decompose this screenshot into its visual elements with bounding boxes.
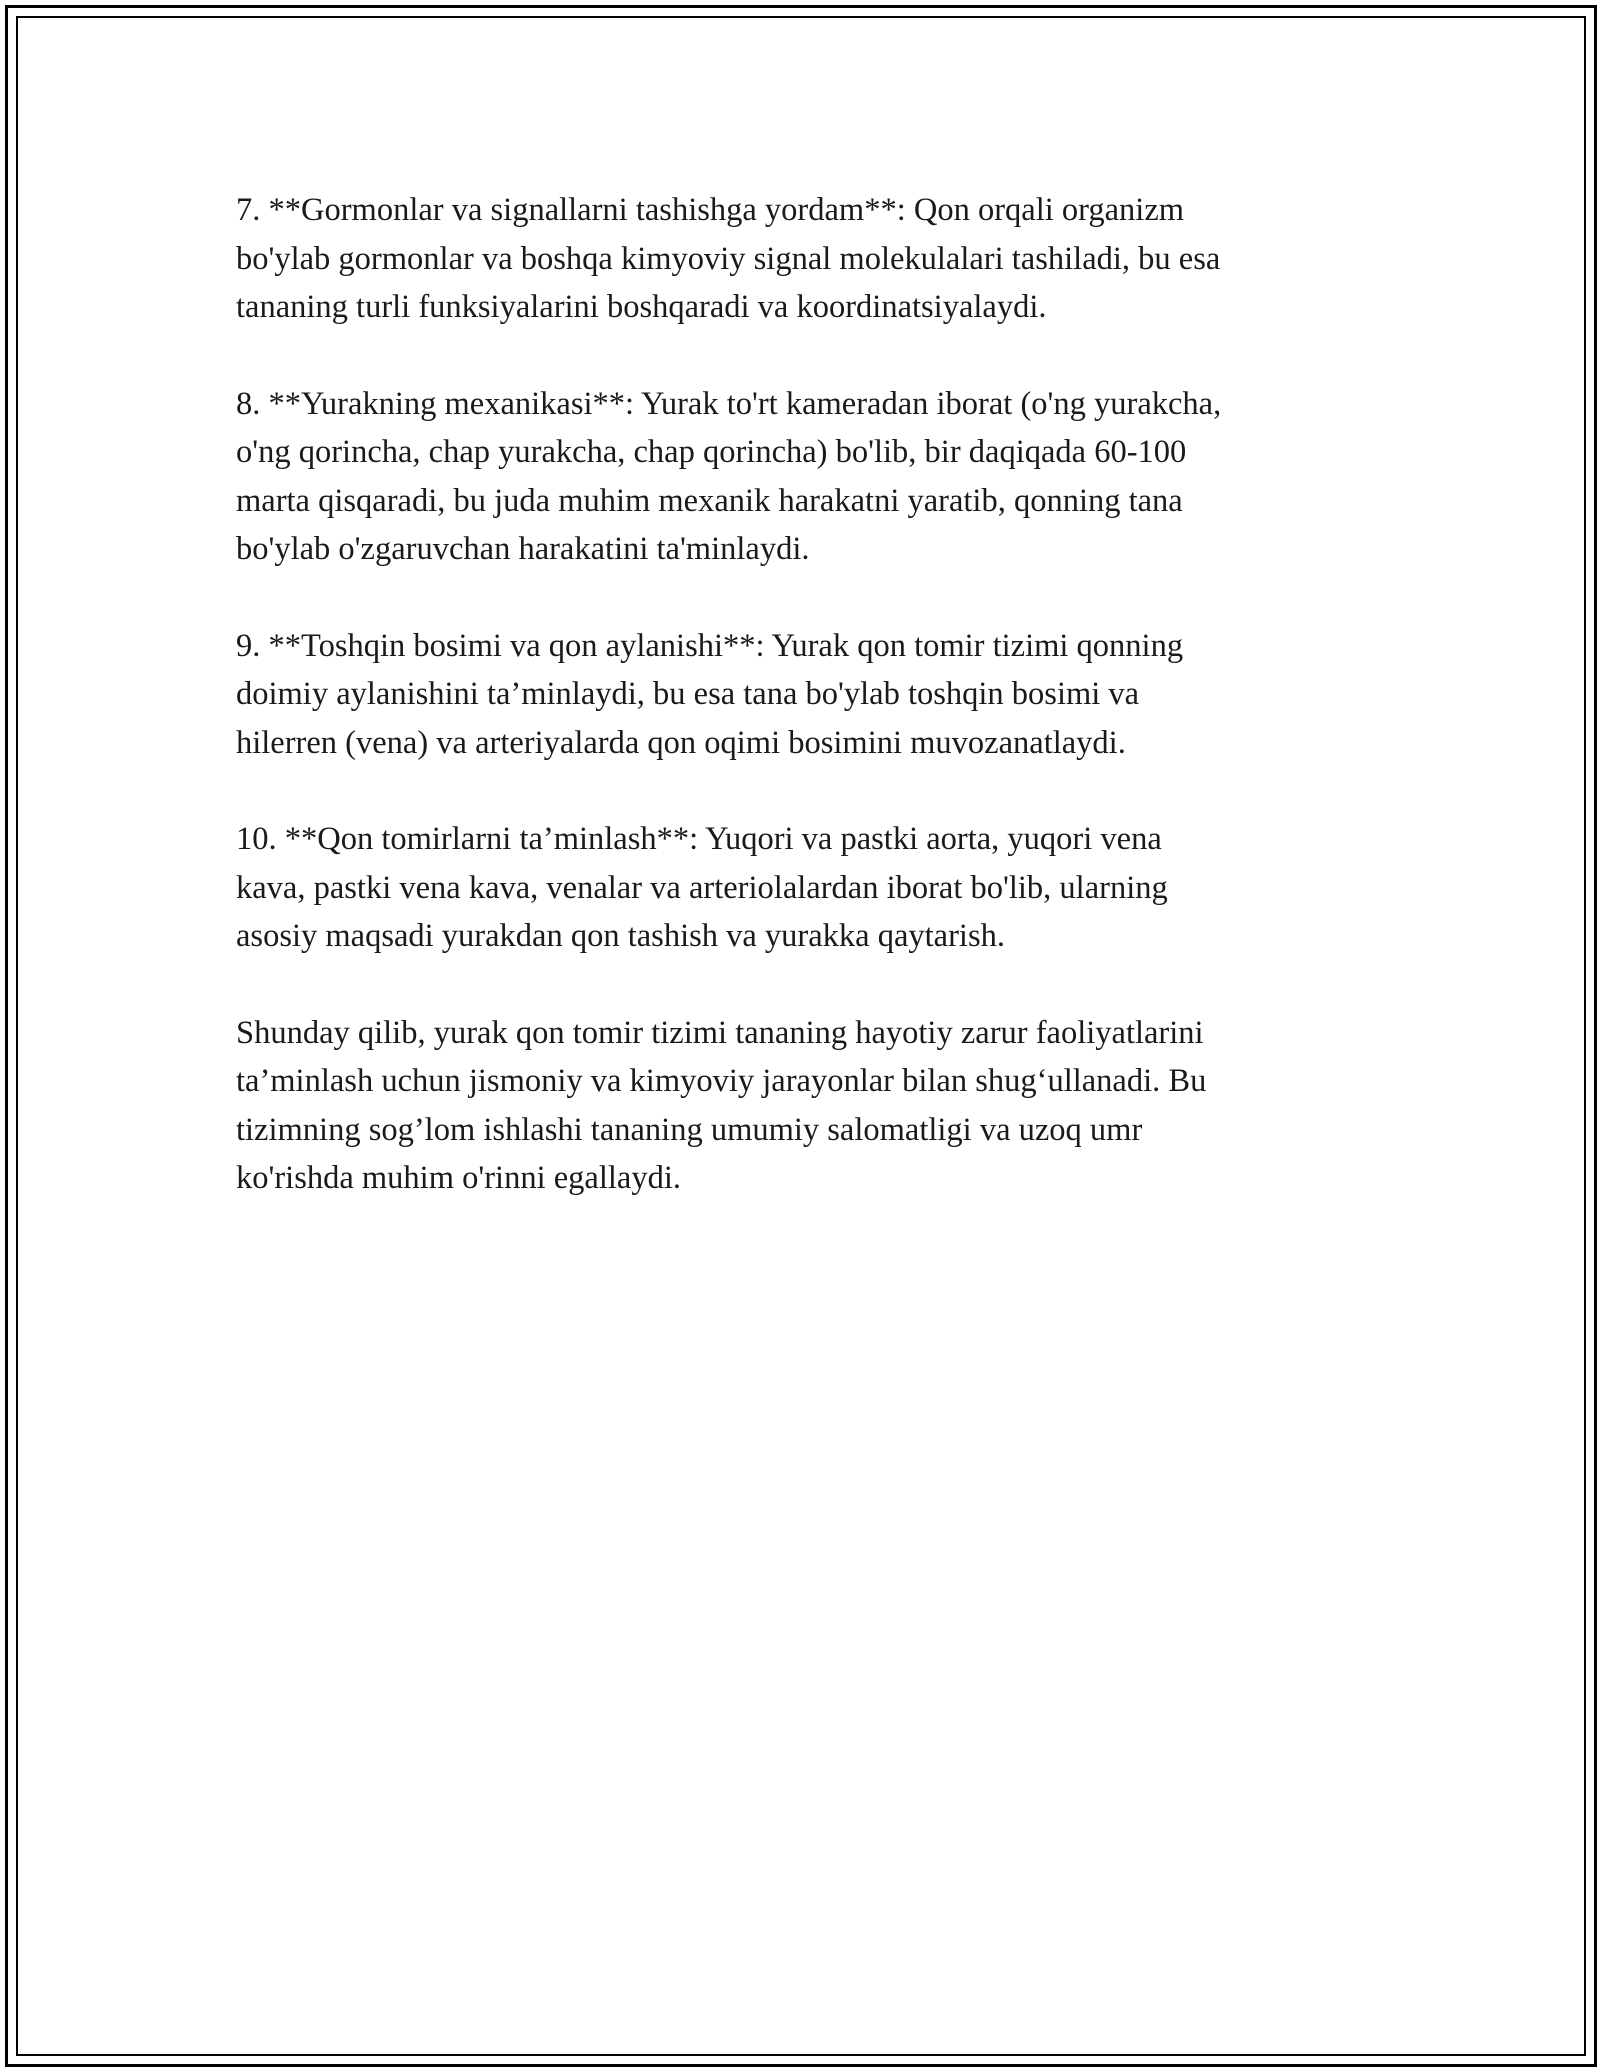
line: doimiy aylanishini ta’minlaydi, bu esa tana bo'ylab toshqin bosimi va (236, 676, 1140, 712)
line: bo'ylab gormonlar va boshqa kimyoviy signal molekulalari tashiladi, bu esa (236, 240, 1221, 277)
paragraph-item-7 (236, 186, 1366, 332)
line: 10. **Qon tomirlarni ta’minlash**: Yuqori va pastki aorta, yuqori vena (236, 821, 1162, 857)
line: asosiy maqsadi yurakdan qon tashish va yurakka qaytarish. (236, 918, 1005, 954)
line: ko'rishda muhim o'rinni egallaydi. (236, 1160, 681, 1196)
line: 9. **Toshqin bosimi va qon aylanishi**: Yurak qon tomir tizimi qonning (236, 627, 1184, 664)
document-body (236, 186, 1366, 1251)
line: ta’minlash uchun jismoniy va kimyoviy jarayonlar bilan shug‘ullanadi. Bu (236, 1063, 1207, 1099)
line: tananing turli funksiyalarini boshqaradi va koordinatsiyalaydi. (236, 289, 1047, 325)
paragraph-item-8 (236, 380, 1366, 574)
line: marta qisqaradi, bu juda muhim mexanik harakatni yaratib, qonning tana (236, 482, 1183, 519)
line: 8. **Yurakning mexanikasi**: Yurak to'rt kameradan iborat (o'ng yurakcha, (236, 385, 1222, 422)
line: o'ng qorincha, chap yurakcha, chap qorincha) bo'lib, bir daqiqada 60-100 (236, 434, 1187, 470)
paragraph-item-9 (236, 622, 1366, 768)
paragraph-item-10 (236, 815, 1366, 961)
line: hilerren (vena) va arteriyalarda qon oqimi bosimini muvozanatlaydi. (236, 724, 1126, 761)
line: bo'ylab o'zgaruvchan harakatini ta'minlaydi. (236, 531, 810, 567)
line: kava, pastki vena kava, venalar va arteriolalardan iborat bo'lib, ularning (236, 869, 1168, 906)
line: tizimning sog’lom ishlashi tananing umumiy salomatligi va uzoq umr (236, 1111, 1143, 1148)
line: 7. **Gormonlar va signallarni tashishga yordam**: Qon orqali organizm (236, 192, 1185, 228)
line: Shunday qilib, yurak qon tomir tizimi tananing hayotiy zarur faoliyatlarini (236, 1014, 1204, 1051)
paragraph-conclusion (236, 1009, 1366, 1203)
